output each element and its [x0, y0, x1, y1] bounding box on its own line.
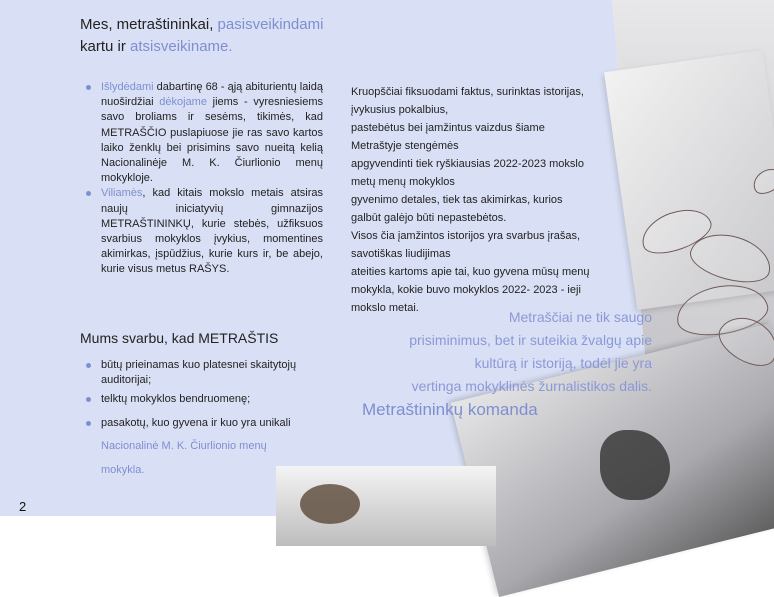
photo-figure-head — [300, 484, 360, 524]
quote-line: prisiminimus, bet ir suteikia žvalgų apie — [409, 332, 652, 348]
body-line: gyvenimo detales, tiek tas akimirkas, kurios — [351, 194, 563, 206]
quote-line: vertinga mokyklinės žurnalistikos dalis. — [411, 378, 652, 394]
team-signature: Metraštininkų komanda — [362, 400, 538, 419]
section-heading: Mums svarbu, kad METRAŠTIS — [80, 330, 279, 346]
body-line: Metraštyje stengėmės — [351, 140, 459, 152]
intro-text-2: kartu ir — [80, 38, 131, 55]
list-item: telktų mokyklos bendruomenę; — [80, 392, 330, 407]
intro-heading — [80, 14, 323, 58]
list-item: būtų prieinamas kuo platesnei skaitytojų auditorijai; — [80, 358, 330, 388]
body-line: įvykusius pokalbius, — [351, 104, 449, 116]
list-item: pasakotų, kuo gyvena ir kuo yra unikali — [80, 416, 330, 431]
body-line: savotiškas liudijimas — [351, 248, 451, 260]
body-column — [351, 83, 611, 317]
body-line: Visos čia įamžintos istorijos yra svarbus įrašas, — [351, 230, 581, 242]
bullet-list-top — [80, 80, 323, 278]
bullet-list-bottom — [80, 358, 330, 431]
pull-quote — [362, 306, 652, 398]
list-item: Išlydėdami dabartinę 68 - ąją abiturientų laidą nuoširdžiai dėkojame jiems - vyresniesiems savo broliams ir sesėms, tikimės, kad METRAŠČIO puslapiuose jie ras savo kartos laiko ženklų bei prisimins savo nueitą kelią Nacionalinėje M. K. Čiurlionio menų mokykloje. — [80, 80, 323, 186]
intro-text-1: Mes, metraštininkai, — [80, 16, 218, 33]
body-line: mokslo metai. — [351, 302, 419, 314]
quote-line: kultūrą ir istoriją, todėl jie yra — [474, 355, 652, 371]
school-name: Nacionalinė M. K. Čiurlionio menų mokykla. — [101, 440, 267, 476]
body-line: ateities kartoms apie tai, kuo gyvena mūsų menų — [351, 266, 590, 278]
intro-highlight-2: atsisveikiname. — [130, 38, 233, 55]
body-line: pastebėtus bei įamžintus vaizdus šiame — [351, 122, 545, 134]
body-line: mokykla, kokie buvo mokyklos 2022- 2023 - ieji — [351, 284, 581, 296]
list-item: Viliamės, kad kitais mokslo metais atsiras naujų iniciatyvių gimnazijos METRAŠTININKŲ, kurie stebės, užfiksuos svarbius mokyklos įvykius, momentines akimirkas, įspūdžius, kurie kurs ir, be abejo, kurie visus metus RAŠYS. — [80, 186, 323, 277]
body-line: Kruopščiai fiksuodami faktus, surinktas istorijas, — [351, 86, 584, 98]
quote-line: Metraščiai ne tik saugo — [508, 309, 652, 325]
body-line: galbūt galėjo būti nepastebėtos. — [351, 212, 507, 224]
intro-highlight-1: pasisveikindami — [217, 16, 324, 33]
body-line: apgyvendinti tiek ryškiausias 2022-2023 mokslo — [351, 158, 584, 170]
body-line: metų menų mokyklos — [351, 176, 455, 188]
page-number: 2 — [19, 499, 27, 514]
